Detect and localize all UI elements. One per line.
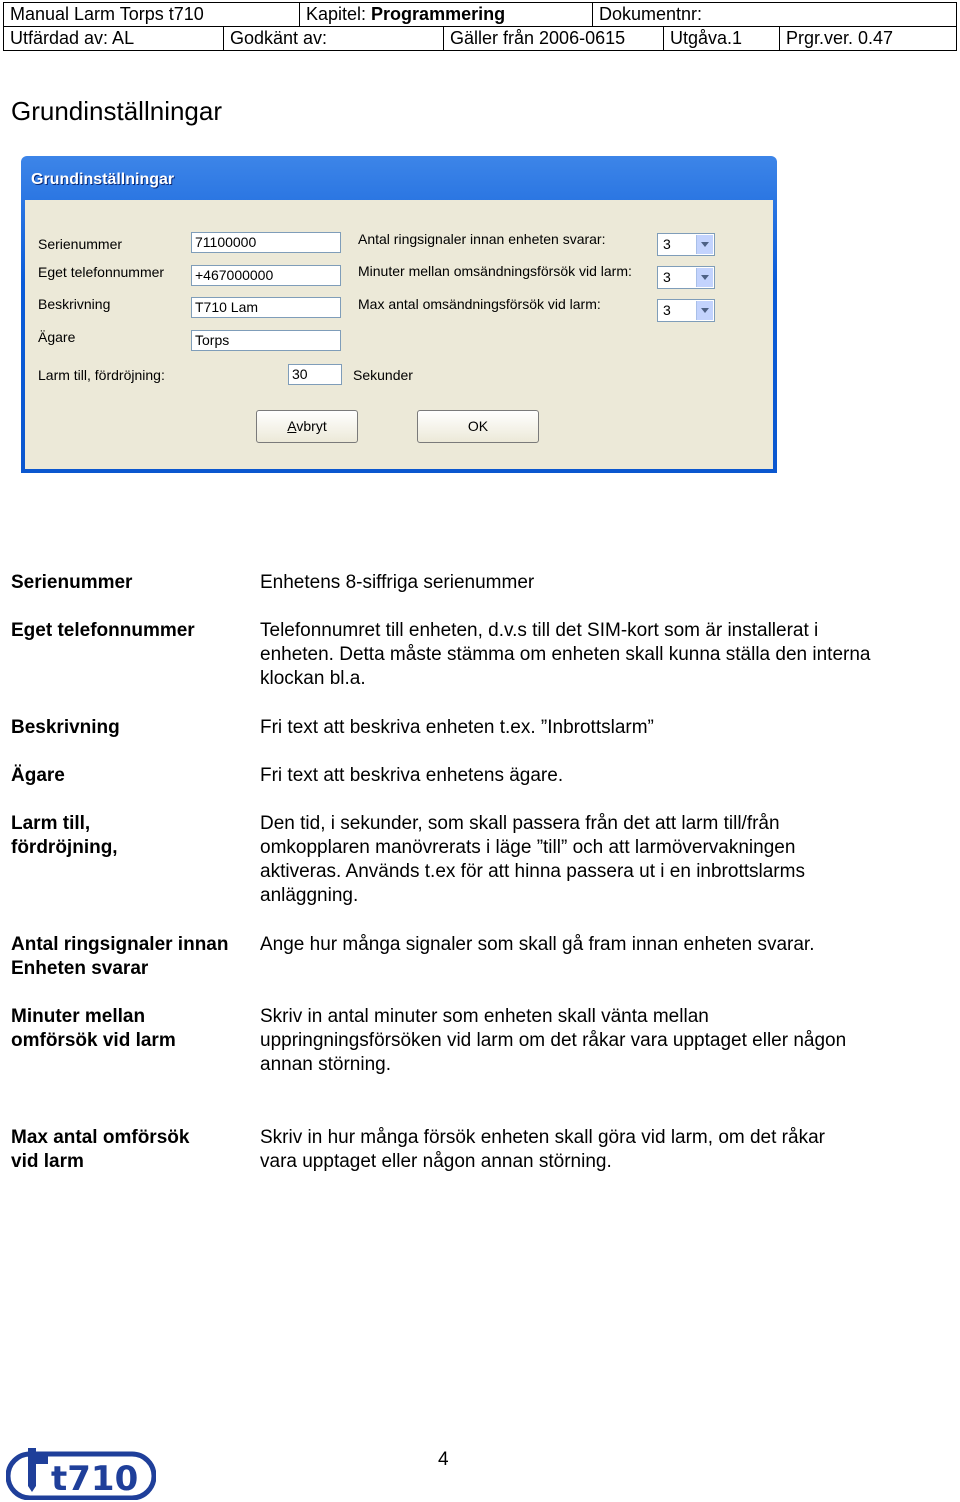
delay-label: Larm till, fördröjning: xyxy=(38,367,165,383)
document-header xyxy=(3,2,957,27)
page-number: 4 xyxy=(438,1449,449,1470)
settings-dialog xyxy=(21,156,777,473)
serial-input[interactable]: 71100000 xyxy=(191,232,341,253)
chevron-down-icon[interactable] xyxy=(696,301,713,320)
description-input[interactable]: T710 Lam xyxy=(191,297,341,318)
term-owner: Ägare xyxy=(11,765,65,786)
desc-serial: Enhetens 8-siffriga serienummer xyxy=(260,572,535,593)
prog-ver-cell: Prgr.ver. 0.47 xyxy=(780,27,957,51)
chevron-down-icon[interactable] xyxy=(696,235,713,254)
desc-retries: Skriv in hur många försök enheten skall göra vid larm, om det råkar vara upptaget eller någon annan störning. xyxy=(260,1127,825,1172)
minutes-value: 3 xyxy=(663,269,671,285)
desc-delay: Den tid, i sekunder, som skall passera från det att larm till/från omkopplaren manövrerats i läge ”till” och att larmövervakningen aktiveras. Används t.ex för att hinna passera ut i en inbrottslarms anläggning. xyxy=(260,813,805,906)
page-title: Grundinställningar xyxy=(11,96,223,126)
rings-label: Antal ringsignaler innan enheten svarar: xyxy=(358,231,606,247)
phone-label: Eget telefonnummer xyxy=(38,264,165,280)
desc-phone: Telefonnumret till enheten, d.v.s till det SIM-kort som är installerat i enheten. Detta måste stämma om enheten skall kunna ställa den interna klockan bl.a. xyxy=(260,620,871,689)
dialog-title: Grundinställningar xyxy=(31,171,175,188)
cancel-accel: A xyxy=(287,418,297,434)
cancel-label: vbryt xyxy=(296,418,327,434)
approved-by-cell: Godkänt av: xyxy=(224,27,444,51)
chapter-name: Programmering xyxy=(371,4,506,24)
t710-logo xyxy=(6,1444,156,1500)
term-retries: Max antal omförsök vid larm xyxy=(11,1127,190,1172)
rings-value: 3 xyxy=(663,236,671,252)
valid-from-cell: Gäller från 2006-0615 xyxy=(444,27,664,51)
term-description: Beskrivning xyxy=(11,717,120,738)
cancel-button[interactable] xyxy=(256,410,358,443)
desc-owner: Fri text att beskriva enhetens ägare. xyxy=(260,765,564,786)
edition-cell: Utgåva.1 xyxy=(664,27,780,51)
document-header-row2 xyxy=(3,26,957,51)
retries-select[interactable] xyxy=(657,299,715,322)
term-phone: Eget telefonnummer xyxy=(11,620,195,641)
description-label: Beskrivning xyxy=(38,296,111,312)
chapter-cell xyxy=(300,3,593,27)
desc-minutes: Skriv in antal minuter som enheten skall vänta mellan uppringningsförsöken vid larm om det råkar vara upptaget eller någon annan störning. xyxy=(260,1006,847,1075)
serial-label: Serienummer xyxy=(38,236,123,252)
rings-select[interactable] xyxy=(657,233,715,256)
term-serial: Serienummer xyxy=(11,572,133,593)
minutes-select[interactable] xyxy=(657,266,715,289)
phone-input[interactable]: +467000000 xyxy=(191,265,341,286)
ok-button[interactable]: OK xyxy=(417,410,539,443)
retries-value: 3 xyxy=(663,302,671,318)
chapter-prefix: Kapitel: xyxy=(306,4,372,24)
logo-text: t710 xyxy=(51,1459,139,1499)
owner-label: Ägare xyxy=(38,329,76,345)
dialog-body xyxy=(25,200,773,469)
issued-by-cell: Utfärdad av: AL xyxy=(4,27,224,51)
delay-input[interactable]: 30 xyxy=(288,364,342,385)
minutes-label: Minuter mellan omsändningsförsök vid larm: xyxy=(358,263,632,279)
term-minutes: Minuter mellan omförsök vid larm xyxy=(11,1006,176,1051)
term-rings: Antal ringsignaler innan Enheten svarar xyxy=(11,934,229,979)
retries-label: Max antal omsändningsförsök vid larm: xyxy=(358,296,601,312)
delay-unit: Sekunder xyxy=(353,367,413,383)
desc-description: Fri text att beskriva enheten t.ex. ”Inbrottslarm” xyxy=(260,717,654,738)
manual-cell: Manual Larm Torps t710 xyxy=(4,3,300,27)
term-delay: Larm till, fördröjning, xyxy=(11,813,118,858)
desc-rings: Ange hur många signaler som skall gå fram innan enheten svarar. xyxy=(260,934,815,955)
docnr-cell: Dokumentnr: xyxy=(593,3,957,27)
chevron-down-icon[interactable] xyxy=(696,268,713,287)
owner-input[interactable]: Torps xyxy=(191,330,341,351)
